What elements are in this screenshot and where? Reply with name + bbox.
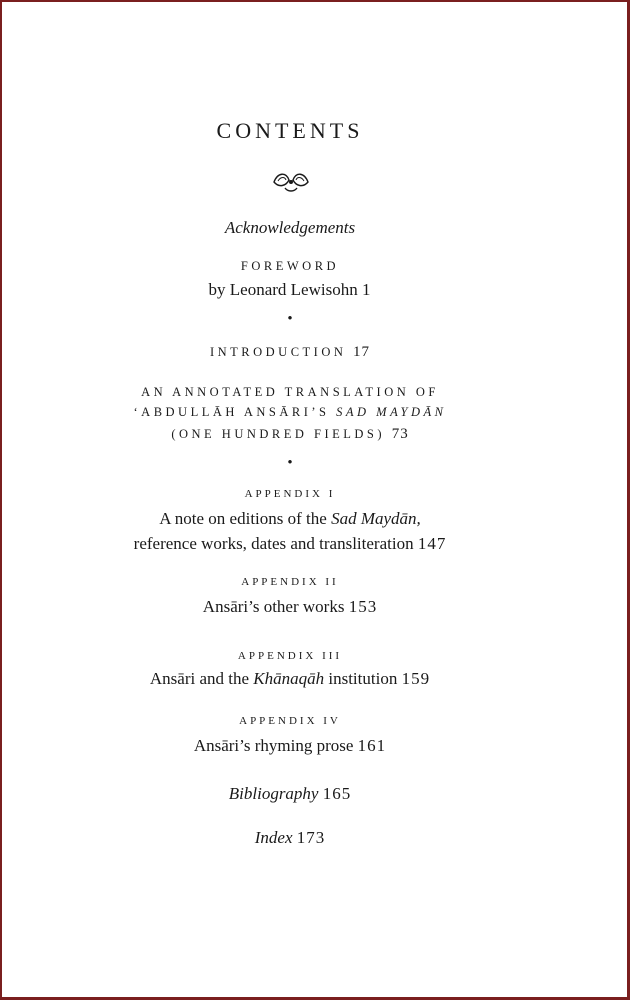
toc-acknowledgements: Acknowledgements bbox=[224, 218, 356, 237]
index-label: Index bbox=[254, 828, 293, 847]
appendix3-text: Ansāri and the bbox=[149, 669, 250, 688]
toc-index bbox=[0, 828, 580, 848]
bibliography-page-number: 165 bbox=[322, 784, 352, 803]
appendix1-work-title: Sad Maydān, bbox=[331, 509, 421, 528]
toc-bibliography bbox=[0, 784, 580, 804]
index-page-number: 173 bbox=[296, 828, 326, 847]
toc-foreword-byline bbox=[0, 280, 580, 300]
toc-appendix1-line1 bbox=[0, 509, 580, 529]
toc-appendix3-entry bbox=[0, 669, 580, 689]
toc-introduction bbox=[0, 344, 580, 361]
toc-translation-line1: AN ANNOTATED TRANSLATION OF bbox=[141, 385, 439, 399]
translation-work-title: SAD MAYDĀN bbox=[336, 405, 447, 419]
foreword-byline-text: by Leonard Lewisohn bbox=[208, 280, 358, 299]
toc-foreword-heading: FOREWORD bbox=[240, 259, 340, 273]
introduction-heading: INTRODUCTION bbox=[209, 345, 347, 359]
translation-page-number: 73 bbox=[391, 426, 409, 442]
introduction-page-number: 17 bbox=[353, 344, 371, 360]
appendix4-text: Ansāri’s rhyming prose bbox=[193, 736, 354, 755]
foreword-page-number: 1 bbox=[361, 280, 372, 299]
toc-translation-line3 bbox=[0, 426, 580, 443]
appendix2-text: Ansāri’s other works bbox=[202, 597, 345, 616]
translation-author: ‘ABDULLĀH ANSĀRI’S bbox=[133, 405, 330, 419]
toc-appendix1-heading: APPENDIX I bbox=[244, 488, 336, 500]
appendix1-page-number: 147 bbox=[417, 534, 447, 553]
toc-appendix2-entry bbox=[0, 597, 580, 617]
appendix3-text-cont: institution bbox=[328, 669, 398, 688]
appendix1-text: A note on editions of the bbox=[159, 509, 327, 528]
appendix2-page-number: 153 bbox=[348, 597, 378, 616]
section-bullet: • bbox=[287, 455, 293, 471]
toc-translation-line2 bbox=[0, 405, 580, 420]
page-title: CONTENTS bbox=[216, 118, 364, 143]
toc-appendix2-heading: APPENDIX II bbox=[241, 576, 339, 588]
appendix1-text-cont: reference works, dates and transliteration bbox=[133, 534, 414, 553]
appendix4-page-number: 161 bbox=[357, 736, 387, 755]
bibliography-label: Bibliography bbox=[228, 784, 319, 803]
translation-subtitle: (ONE HUNDRED FIELDS) bbox=[171, 427, 386, 441]
section-bullet: • bbox=[287, 311, 293, 327]
floral-ornament-icon bbox=[270, 168, 312, 194]
toc-appendix1-line2 bbox=[0, 534, 580, 554]
toc-appendix4-heading: APPENDIX IV bbox=[239, 715, 341, 727]
appendix3-term: Khānaqāh bbox=[253, 669, 325, 688]
toc-appendix3-heading: APPENDIX III bbox=[237, 650, 343, 662]
appendix3-page-number: 159 bbox=[401, 669, 431, 688]
toc-appendix4-entry bbox=[0, 736, 580, 756]
